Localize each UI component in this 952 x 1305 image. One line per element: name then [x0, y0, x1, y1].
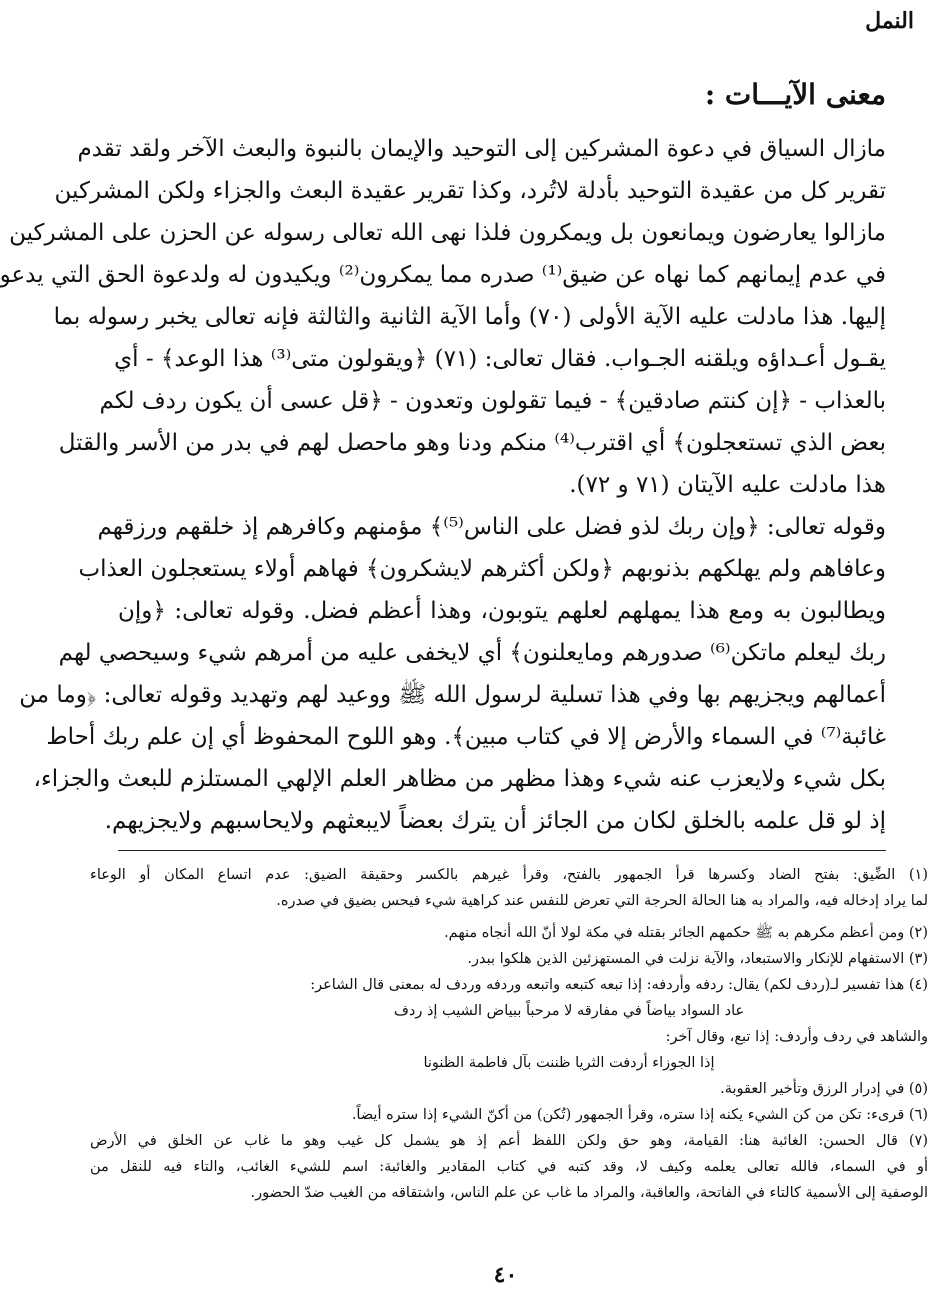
footnote-line: (٧) قال الحسن: الغائبة هنا: القيامة، وهو حق ولكن اللفظ أعم إذ هو يشمل كل غيب وهو ما غاب عن الخلق في الأرض — [90, 1133, 928, 1149]
footnote-line: (٤) هذا تفسير لـ(ردف لكم) يقال: ردفه وأردفه: إذا تبعه كتبعه واتبعه وردفه وردف له بمعنى قال الشاعر: — [310, 977, 928, 993]
body-line: ربك ليعلم ماتكن⁽⁶⁾ صدورهم ومايعلنون﴾ أي لايخفى عليه من أمرهم شيء وسيحصي لهم — [58, 640, 886, 666]
body-line: أعمالهم ويجزيهم بها وفي هذا تسلية لرسول الله ﷺ ووعيد لهم وتهديد وقوله تعالى: ﴿وما من — [19, 682, 886, 708]
body-line: غائبة⁽⁷⁾ في السماء والأرض إلا في كتاب مبين﴾. وهو اللوح المحفوظ أي إن علم ربك أحاط — [46, 724, 886, 750]
body-line: يقـول أعـداؤه ويلقنه الجـواب. فقال تعالى: (٧١) ﴿ويقولون متى⁽³⁾ هذا الوعد﴾ - أي — [114, 346, 886, 372]
page-number: ٤٠ — [493, 1262, 518, 1288]
surah-name-header: النمل — [865, 8, 914, 34]
body-line: مازال السياق في دعوة المشركين إلى التوحيد والإيمان بالنبوة والبعث الآخر ولقد تقدم — [77, 136, 886, 162]
footnote-divider — [118, 850, 886, 851]
footnote-line: الوصفية إلى الأسمية كالتاء في الفاتحة، والعاقبة، والمراد ما غاب عن علم الناس، واشتقاقه من الغيب ضدّ الحضور. — [250, 1185, 928, 1201]
poetry-verse: عاد السواد بياضاً في مفارقه لا مرحباً ببياض الشيب إذ ردف — [393, 1003, 745, 1019]
body-line: هذا مادلت عليه الآيتان (٧١ و ٧٢). — [569, 472, 886, 498]
body-line: في عدم إيمانهم كما نهاه عن ضيق⁽¹⁾ صدره مما يمكرون⁽²⁾ ويكيدون له ولدعوة الحق التي يدعو — [0, 262, 886, 288]
footnote-line: (١) الضِّيق: بفتح الضاد وكسرها قرأ الجمهور بالفتح، وقرأ غيرهم بالكسر وحقيقة الضيق: عدم اتساع المكان أو الوعاء — [90, 867, 928, 883]
footnote-line: (٢) ومن أعظم مكرهم به ﷺ حكمهم الجائر بقتله في مكة لولا أنّ الله أنجاه منهم. — [444, 925, 928, 941]
body-line: ويطالبون به ومع هذا يمهلهم لعلهم يتوبون، وهذا أعظم فضل. وقوله تعالى: ﴿وإن — [118, 598, 886, 624]
footnote-line: (٣) الاستفهام للإنكار والاستبعاد، والآية نزلت في المستهزئين الذين هلكوا ببدر. — [467, 951, 928, 967]
footnote-line: والشاهد في ردف وأردف: إذا تبع، وقال آخر: — [665, 1029, 928, 1045]
body-line: إذ لو قل علمه بالخلق لكان من الجائز أن يترك بعضاً لايبعثهم ولايحاسبهم ولايجزيهم. — [104, 808, 886, 834]
footnotes — [90, 862, 928, 1206]
footnote-line: (٦) قرىء: تكن من كن الشيء يكنه إذا ستره، وقرأ الجمهور (تُكن) من أكنّ الشيء إذا ستره أيضاً. — [351, 1107, 928, 1123]
body-line: مازالوا يعارضون ويمانعون بل ويمكرون فلذا نهى الله تعالى رسوله عن الحزن على المشركين — [9, 220, 886, 246]
footnote-line: أو في السماء، فالله تعالى يعلمه وكيف لا، وقد كتبه في كتاب المقادير والغائبة: اسم للشيء الغائب، والتاء فيه للنقل من — [90, 1159, 928, 1175]
body-line: بالعذاب - ﴿إن كنتم صادقين﴾ - فيما تقولون وتعدون - ﴿قل عسى أن يكون ردف لكم — [99, 388, 886, 414]
section-title: معنى الآيـــات : — [704, 78, 886, 111]
body-line: بكل شيء ولايعزب عنه شيء وهذا مظهر من مظاهر العلم الإلهي المستلزم للبعث والجزاء، — [33, 766, 886, 792]
body-line: وقوله تعالى: ﴿وإن ربك لذو فضل على الناس⁽⁵⁾﴾ مؤمنهم وكافرهم إذ خلقهم ورزقهم — [97, 514, 886, 540]
poetry-verse: إذا الجوزاء أردفت الثريا ظننت بآل فاطمة الظنونا — [423, 1055, 715, 1071]
body-line: وعافاهم ولم يهلكهم بذنوبهم ﴿ولكن أكثرهم لايشكرون﴾ فهاهم أولاء يستعجلون العذاب — [78, 556, 886, 582]
main-text — [0, 128, 886, 842]
body-line: إليها. هذا مادلت عليه الآية الأولى (٧٠) وأما الآية الثانية والثالثة فإنه تعالى يخبر رسوله بما — [53, 304, 886, 330]
footnote-line: (٥) في إدرار الرزق وتأخير العقوبة. — [720, 1081, 928, 1097]
body-line: تقرير كل من عقيدة التوحيد بأدلة لاتُرد، وكذا تقرير عقيدة البعث والجزاء ولكن المشركين — [54, 178, 886, 204]
body-line: بعض الذي تستعجلون﴾ أي اقترب⁽⁴⁾ منكم ودنا وهو ماحصل لهم في بدر من الأسر والقتل — [58, 430, 886, 456]
footnote-line: لما يراد إدخاله فيه، والمراد به هنا الحالة الحرجة التي تعرض للنفس عند كراهية شيء فيحس بضيق في صدره. — [276, 893, 928, 909]
